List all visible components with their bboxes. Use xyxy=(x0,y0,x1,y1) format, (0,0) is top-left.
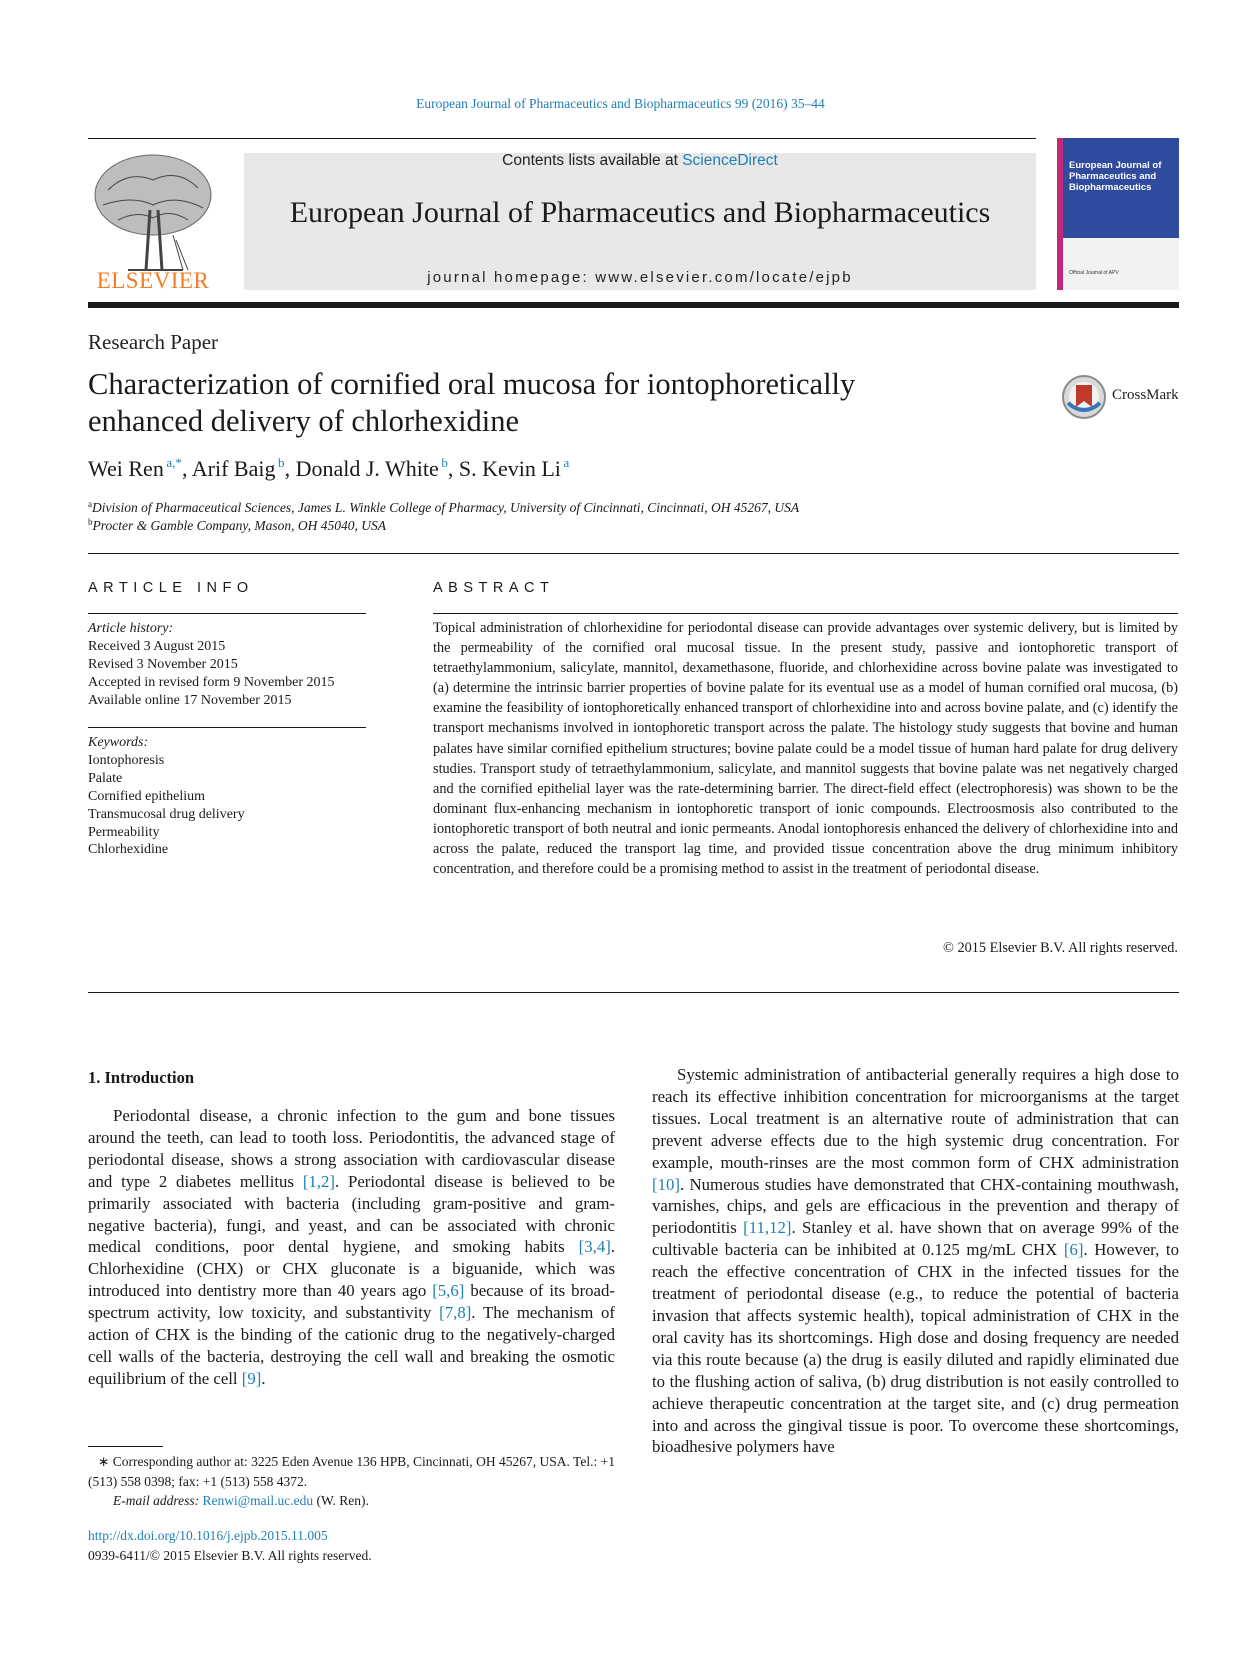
journal-title: European Journal of Pharmaceutics and Biopharmaceutics xyxy=(289,196,991,229)
section-heading-introduction: 1. Introduction xyxy=(88,1068,195,1087)
body-column-left xyxy=(88,1105,615,1390)
email-link[interactable]: Renwi@mail.uc.edu xyxy=(202,1493,314,1508)
body-text: . Stanley et al. have shown that on average 99% of the cultivable bacteria can be inhibited at 0.125 mg/mL CHX xyxy=(652,1218,1179,1260)
elsevier-wordmark[interactable]: ELSEVIER xyxy=(96,268,210,293)
history-accepted: Accepted in revised form 9 November 2015 xyxy=(88,674,335,690)
header-thick-rule xyxy=(88,302,1179,308)
author-affiliation-mark[interactable]: a xyxy=(560,455,570,470)
abstract-copyright: © 2015 Elsevier B.V. All rights reserved. xyxy=(943,940,1178,956)
article-history xyxy=(88,620,368,710)
abstract-bottom-divider xyxy=(88,992,1179,993)
doi-link[interactable]: http://dx.doi.org/10.1016/j.ejpb.2015.11.005 xyxy=(88,1528,328,1543)
keywords-label: Keywords: xyxy=(88,735,149,750)
article-info-rule xyxy=(88,613,366,614)
author-separator: , xyxy=(284,456,296,481)
reference-link[interactable]: [5,6] xyxy=(432,1281,465,1301)
history-revised: Revised 3 November 2015 xyxy=(88,656,238,672)
author-list xyxy=(88,455,569,482)
keyword-item: Permeability xyxy=(88,824,160,840)
reference-link[interactable]: [10] xyxy=(652,1174,680,1194)
cover-strip xyxy=(1057,138,1063,290)
keyword-item: Palate xyxy=(88,770,123,786)
author-name: S. Kevin Li xyxy=(458,456,561,481)
reference-link[interactable]: [3,4] xyxy=(578,1237,611,1257)
history-label: Article history: xyxy=(88,621,174,636)
affiliation-a xyxy=(88,499,799,516)
title-divider xyxy=(88,553,1179,554)
abstract-heading: ABSTRACT xyxy=(433,580,555,596)
author-separator: , xyxy=(181,456,192,481)
body-text: . However, to reach the effective concentration of CHX in the infected tissues for the treatment of periodontal disease (e.g., to reduce the potential of bacteria invasion that affects systemic health), topical administration of CHX in the oral cavity has its shortcomings. High dose and dosing frequency are needed via this route because (a) the drug is easily diluted and rapidly eliminated due to the flushing action of saliva, (b) drug distribution is not easily controlled to achieve therapeutic concentration at the target site, and (c) drug permeation into and across the gingival tissue is poor. To overcome these shortcomings, bioadhesive polymers have xyxy=(652,1240,1179,1457)
body-text: . Numerous studies have demonstrated that CHX-containing mouthwash, varnishes, chips, and gels are efficacious in the prevention and therapy of periodontitis xyxy=(652,1174,1179,1238)
reference-link[interactable]: [11,12] xyxy=(743,1218,792,1238)
article-title-line-2: enhanced delivery of chlorhexidine xyxy=(88,404,520,438)
author-affiliation-mark[interactable]: a,* xyxy=(163,455,182,470)
affiliation-b xyxy=(88,517,386,534)
sciencedirect-link[interactable]: ScienceDirect xyxy=(682,152,778,169)
article-title-line-1: Characterization of cornified oral mucosa for iontophoretically xyxy=(88,367,856,401)
affiliation-a-text: Division of Pharmaceutical Sciences, James L. Winkle College of Pharmacy, University of Cincinnati, Cincinnati, OH 45267, USA xyxy=(92,500,800,515)
keyword-item: Transmucosal drug delivery xyxy=(88,806,245,822)
crossmark-badge[interactable] xyxy=(1060,373,1190,423)
abstract-rule xyxy=(433,613,1178,614)
affiliation-b-text: Procter & Gamble Company, Mason, OH 45040, USA xyxy=(92,518,386,533)
affiliation-a-mark: a xyxy=(88,499,92,509)
corresponding-author-note: ∗ Corresponding author at: 3225 Eden Avenue 136 HPB, Cincinnati, OH 45267, USA. Tel.: +1 (513) 558 0398; fax: +1 (513) 558 4372. xyxy=(88,1454,615,1489)
reference-link[interactable]: [6] xyxy=(1063,1240,1084,1260)
article-info-heading: ARTICLE INFO xyxy=(88,580,254,596)
affiliation-b-mark: b xyxy=(88,517,93,527)
history-online: Available online 17 November 2015 xyxy=(88,692,292,708)
body-text: . xyxy=(261,1368,266,1388)
author-affiliation-mark[interactable]: b xyxy=(275,455,285,470)
journal-citation[interactable]: European Journal of Pharmaceutics and Biopharmaceutics 99 (2016) 35–44 xyxy=(416,96,825,111)
author-name: Donald J. White xyxy=(295,456,439,481)
cover-subtitle: Official Journal of APV xyxy=(1069,270,1119,276)
issn-copyright: 0939-6411/© 2015 Elsevier B.V. All rights reserved. xyxy=(88,1547,372,1563)
email-label: E-mail address: xyxy=(113,1493,203,1508)
keywords-rule xyxy=(88,727,366,728)
contents-line xyxy=(244,152,1036,170)
cover-bottom-panel xyxy=(1063,238,1179,290)
abstract-text: Topical administration of chlorhexidine for periodontal disease can provide advantages over systemic delivery, but is limited by the permeability of the cornified oral mucosal tissue. In the present study, passive and iontophoretic transport of tetraethylammonium, salicylate, mannitol, dexamethasone, fluoride, and chlorhexidine across bovine palate was investigated to (a) determine the intrinsic barrier properties of bovine palate for its eventual use as a model of human cornified oral mucosa, (b) examine the feasibility of iontophoretically enhanced transport of chlorhexidine into and across bovine palate, and (c) identify the transport mechanisms involved in iontophoretic transport across the palate. The histology study suggests that bovine and human palates have similar cornified epithelium structures; bovine palate could be a model tissue of human hard palate for drug delivery studies. Transport study of tetraethylammonium, salicylate, and mannitol suggests that bovine palate was net negatively charged and the cornified epithelial layer was the rate-determining barrier. The direct-field effect (electrophoresis) was shown to be the dominant flux-enhancing mechanism in iontophoretic transport of ionic compounds. Electroosmosis also contributed to the iontophoretic transport of both neutral and ionic permeants. Anodal iontophoresis enhanced the delivery of chlorhexidine into and across the palate, reduced the transport lag time, and provided tissue concentration above the drug minimum inhibitory concentration, and therefore could be a promising method to assist in the treatment of periodontal disease. xyxy=(433,620,1178,878)
keywords xyxy=(88,734,368,859)
body-text: . Chlorhexidine (CHX) or CHX gluconate is a biguanide, which was introduced into dentistry more than 40 years ago xyxy=(88,1237,615,1301)
author-separator: , xyxy=(447,456,459,481)
body-text: . The mechanism of action of CHX is the binding of the cationic drug to the negatively-charged cell walls of the bacteria, destroying the cell wall and breaking the osmotic equilibrium of the cell xyxy=(88,1303,615,1388)
keyword-item: Iontophoresis xyxy=(88,752,165,768)
cover-title: European Journal of Pharmaceutics and Biopharmaceutics xyxy=(1069,160,1162,193)
body-text: Periodontal disease, a chronic infection to the gum and bone tissues around the teeth, can lead to tooth loss. Periodontitis, the advanced stage of periodontal disease, shows a strong association with cardiovascular disease and type 2 diabetes mellitus xyxy=(88,1106,615,1191)
email-suffix: (W. Ren). xyxy=(313,1493,369,1508)
body-text: . Periodontal disease is believed to be primarily associated with bacteria (including gram-positive and gram-negative bacteria), fungi, and yeast, and can be associated with chronic medical conditions, poor dental hygiene, and smoking habits xyxy=(88,1171,616,1257)
body-paragraph xyxy=(652,1064,1179,1458)
author-name: Wei Ren xyxy=(88,456,164,481)
article-title xyxy=(88,366,988,440)
keyword-item: Chlorhexidine xyxy=(88,842,169,858)
body-text: Systemic administration of antibacterial generally requires a high dose to reach its effective inhibition concentration for microorganisms at the target tissues. Local treatment is an alternative route of administration that can prevent adverse effects due to the high systemic drug concentration. For example, mouth-rinses are the most common form of CHX administration xyxy=(652,1065,1179,1172)
corresponding-footnote xyxy=(88,1452,615,1511)
reference-link[interactable]: [9] xyxy=(241,1368,262,1388)
footnote-rule xyxy=(88,1446,163,1447)
reference-link[interactable]: [7,8] xyxy=(439,1303,472,1323)
crossmark-icon xyxy=(1060,373,1108,421)
body-paragraph xyxy=(88,1105,615,1390)
paper-type: Research Paper xyxy=(88,330,219,354)
author-name: Arif Baig xyxy=(191,456,276,481)
crossmark-label: CrossMark xyxy=(1112,387,1179,403)
body-column-right xyxy=(652,1064,1179,1458)
contents-prefix: Contents lists available at xyxy=(502,152,683,169)
author-affiliation-mark[interactable]: b xyxy=(438,455,448,470)
journal-cover-thumbnail[interactable] xyxy=(1057,138,1179,290)
body-text: because of its broad-spectrum activity, low toxicity, and substantivity xyxy=(88,1281,615,1323)
doi-block xyxy=(88,1526,372,1565)
keyword-item: Cornified epithelium xyxy=(88,788,206,804)
journal-homepage[interactable]: journal homepage: www.elsevier.com/locate/ejpb xyxy=(427,269,853,286)
history-received: Received 3 August 2015 xyxy=(88,638,226,654)
header-top-rule xyxy=(88,138,1036,139)
reference-link[interactable]: [1,2] xyxy=(302,1171,335,1191)
